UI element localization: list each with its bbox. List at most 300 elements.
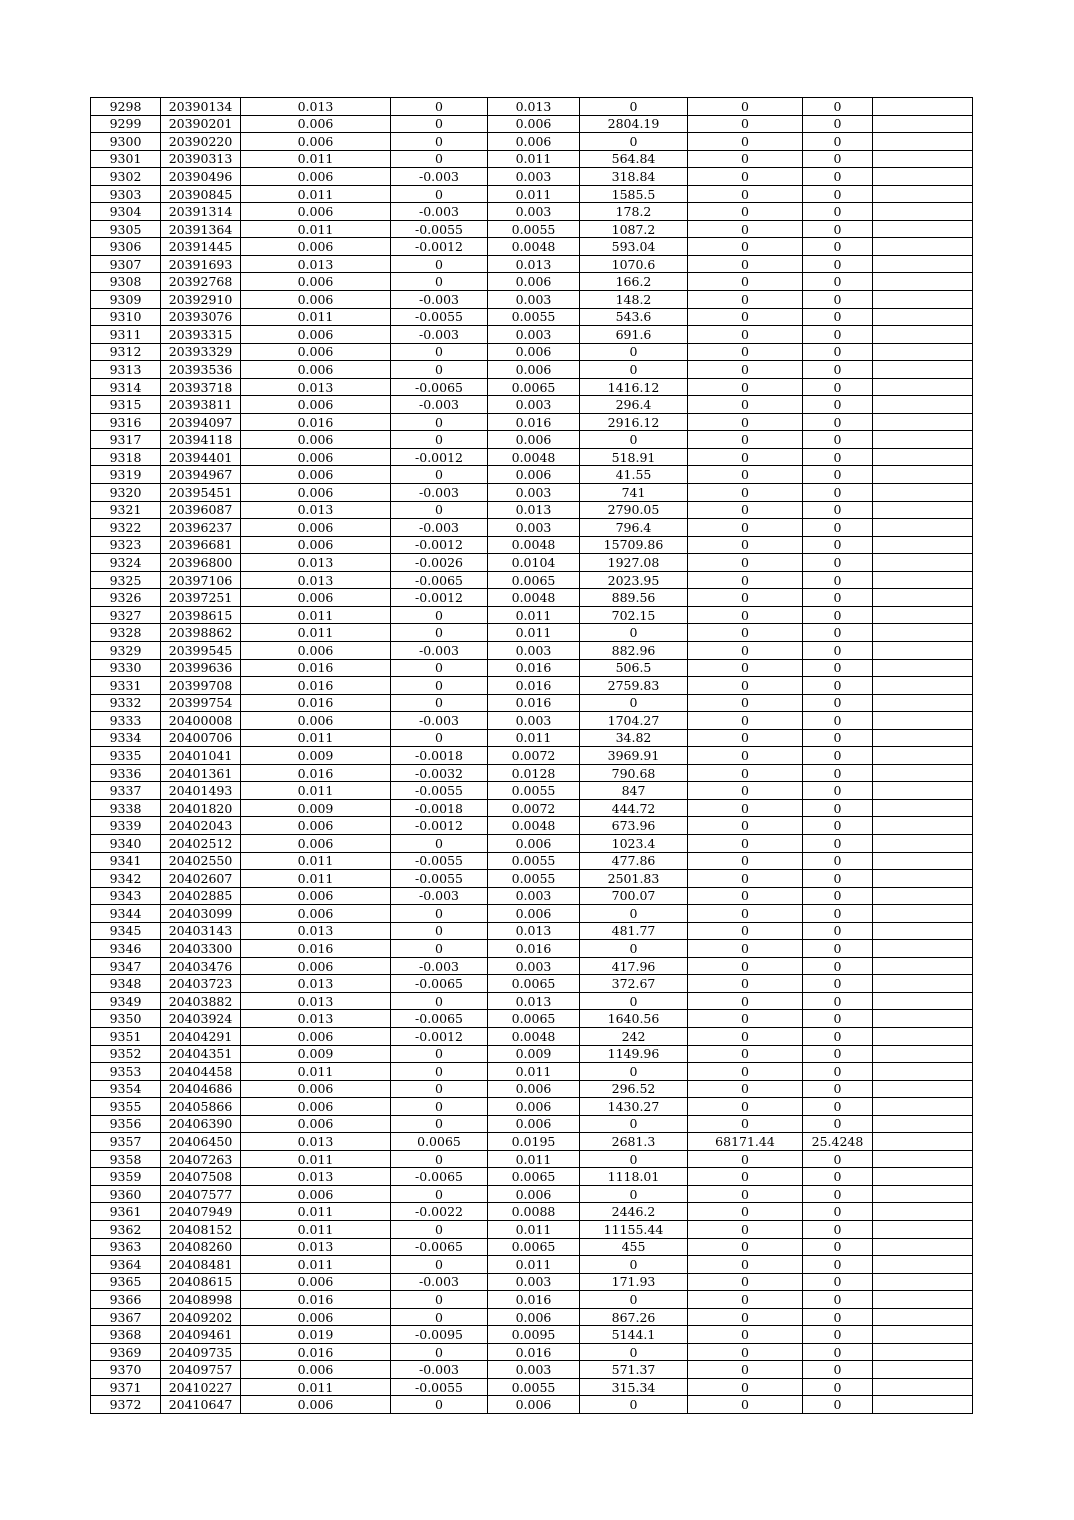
value-f-cell: 0 — [803, 1221, 873, 1239]
value-c-cell: 0.016 — [488, 1291, 580, 1309]
value-c-cell: 0.006 — [488, 1115, 580, 1133]
row-index-cell: 9359 — [91, 1168, 161, 1186]
value-a-cell: 0.011 — [241, 1378, 391, 1396]
value-b-cell: -0.0026 — [391, 554, 488, 572]
value-f-cell: 0 — [803, 782, 873, 800]
table-row — [91, 238, 973, 256]
table-row — [91, 1133, 973, 1151]
row-index-cell: 9320 — [91, 484, 161, 502]
row-index-cell: 9334 — [91, 729, 161, 747]
value-a-cell: 0.011 — [241, 1203, 391, 1221]
value-f-cell: 0 — [803, 1185, 873, 1203]
blank-cell — [873, 870, 973, 888]
value-a-cell: 0.011 — [241, 150, 391, 168]
amount-cell: 296.4 — [580, 396, 688, 414]
value-e-cell: 0 — [688, 1115, 803, 1133]
value-a-cell: 0.013 — [241, 1168, 391, 1186]
value-a-cell: 0.016 — [241, 659, 391, 677]
blank-cell — [873, 1185, 973, 1203]
blank-cell — [873, 273, 973, 291]
id-cell: 20403476 — [161, 957, 241, 975]
row-index-cell: 9325 — [91, 571, 161, 589]
amount-cell: 481.77 — [580, 922, 688, 940]
amount-cell: 847 — [580, 782, 688, 800]
value-e-cell: 0 — [688, 870, 803, 888]
value-f-cell: 0 — [803, 677, 873, 695]
value-b-cell: -0.003 — [391, 1273, 488, 1291]
value-c-cell: 0.003 — [488, 168, 580, 186]
blank-cell — [873, 501, 973, 519]
value-b-cell: -0.003 — [391, 957, 488, 975]
value-e-cell: 0 — [688, 1238, 803, 1256]
table-row — [91, 115, 973, 133]
value-c-cell: 0.0065 — [488, 378, 580, 396]
row-index-cell: 9349 — [91, 992, 161, 1010]
value-a-cell: 0.006 — [241, 115, 391, 133]
table-row — [91, 1063, 973, 1081]
value-f-cell: 0 — [803, 536, 873, 554]
data-table — [90, 97, 973, 1414]
row-index-cell: 9333 — [91, 712, 161, 730]
value-b-cell: 0 — [391, 133, 488, 151]
value-e-cell: 0 — [688, 1291, 803, 1309]
amount-cell: 1118.01 — [580, 1168, 688, 1186]
value-e-cell: 0 — [688, 1378, 803, 1396]
amount-cell: 2501.83 — [580, 870, 688, 888]
value-e-cell: 0 — [688, 975, 803, 993]
value-a-cell: 0.006 — [241, 905, 391, 923]
value-f-cell: 0 — [803, 519, 873, 537]
value-c-cell: 0.006 — [488, 273, 580, 291]
value-f-cell: 0 — [803, 799, 873, 817]
value-f-cell: 0 — [803, 308, 873, 326]
value-c-cell: 0.009 — [488, 1045, 580, 1063]
value-c-cell: 0.0065 — [488, 571, 580, 589]
value-e-cell: 0 — [688, 1150, 803, 1168]
blank-cell — [873, 1221, 973, 1239]
value-f-cell: 0 — [803, 1326, 873, 1344]
table-row — [91, 98, 973, 116]
value-e-cell: 0 — [688, 431, 803, 449]
id-cell: 20395451 — [161, 484, 241, 502]
amount-cell: 518.91 — [580, 448, 688, 466]
value-e-cell: 0 — [688, 905, 803, 923]
blank-cell — [873, 115, 973, 133]
amount-cell: 889.56 — [580, 589, 688, 607]
id-cell: 20394401 — [161, 448, 241, 466]
value-a-cell: 0.013 — [241, 501, 391, 519]
value-b-cell: 0 — [391, 992, 488, 1010]
value-b-cell: -0.0012 — [391, 1027, 488, 1045]
blank-cell — [873, 712, 973, 730]
value-a-cell: 0.013 — [241, 992, 391, 1010]
value-e-cell: 0 — [688, 133, 803, 151]
row-index-cell: 9308 — [91, 273, 161, 291]
value-f-cell: 0 — [803, 905, 873, 923]
amount-cell: 318.84 — [580, 168, 688, 186]
value-e-cell: 0 — [688, 1361, 803, 1379]
value-e-cell: 0 — [688, 554, 803, 572]
row-index-cell: 9354 — [91, 1080, 161, 1098]
value-e-cell: 0 — [688, 203, 803, 221]
table-row — [91, 203, 973, 221]
table-row — [91, 448, 973, 466]
id-cell: 20397251 — [161, 589, 241, 607]
amount-cell: 2790.05 — [580, 501, 688, 519]
value-c-cell: 0.016 — [488, 413, 580, 431]
row-index-cell: 9336 — [91, 764, 161, 782]
row-index-cell: 9361 — [91, 1203, 161, 1221]
value-e-cell: 0 — [688, 1010, 803, 1028]
value-a-cell: 0.006 — [241, 887, 391, 905]
blank-cell — [873, 1396, 973, 1414]
id-cell: 20402550 — [161, 852, 241, 870]
blank-cell — [873, 940, 973, 958]
id-cell: 20408998 — [161, 1291, 241, 1309]
value-e-cell: 0 — [688, 150, 803, 168]
amount-cell: 171.93 — [580, 1273, 688, 1291]
amount-cell: 0 — [580, 133, 688, 151]
value-f-cell: 0 — [803, 326, 873, 344]
value-e-cell: 0 — [688, 255, 803, 273]
value-b-cell: 0 — [391, 905, 488, 923]
value-f-cell: 0 — [803, 150, 873, 168]
id-cell: 20407949 — [161, 1203, 241, 1221]
amount-cell: 564.84 — [580, 150, 688, 168]
value-a-cell: 0.011 — [241, 1063, 391, 1081]
value-f-cell: 0 — [803, 817, 873, 835]
value-b-cell: 0 — [391, 1221, 488, 1239]
value-a-cell: 0.006 — [241, 238, 391, 256]
value-a-cell: 0.013 — [241, 1133, 391, 1151]
value-f-cell: 0 — [803, 1308, 873, 1326]
value-e-cell: 0 — [688, 501, 803, 519]
value-e-cell: 0 — [688, 571, 803, 589]
id-cell: 20409202 — [161, 1308, 241, 1326]
value-c-cell: 0.016 — [488, 1343, 580, 1361]
value-b-cell: -0.003 — [391, 291, 488, 309]
id-cell: 20401493 — [161, 782, 241, 800]
value-c-cell: 0.003 — [488, 203, 580, 221]
blank-cell — [873, 203, 973, 221]
id-cell: 20403143 — [161, 922, 241, 940]
value-f-cell: 0 — [803, 729, 873, 747]
blank-cell — [873, 413, 973, 431]
id-cell: 20392910 — [161, 291, 241, 309]
value-c-cell: 0.011 — [488, 1063, 580, 1081]
row-index-cell: 9329 — [91, 641, 161, 659]
blank-cell — [873, 361, 973, 379]
row-index-cell: 9340 — [91, 834, 161, 852]
value-e-cell: 0 — [688, 413, 803, 431]
value-e-cell: 0 — [688, 1396, 803, 1414]
value-a-cell: 0.006 — [241, 1273, 391, 1291]
id-cell: 20391364 — [161, 220, 241, 238]
row-index-cell: 9339 — [91, 817, 161, 835]
value-f-cell: 0 — [803, 361, 873, 379]
amount-cell: 2916.12 — [580, 413, 688, 431]
value-f-cell: 0 — [803, 922, 873, 940]
blank-cell — [873, 817, 973, 835]
amount-cell: 0 — [580, 992, 688, 1010]
value-b-cell: -0.0018 — [391, 747, 488, 765]
table-row — [91, 1115, 973, 1133]
row-index-cell: 9360 — [91, 1185, 161, 1203]
value-f-cell: 0 — [803, 273, 873, 291]
value-b-cell: 0 — [391, 501, 488, 519]
value-f-cell: 0 — [803, 834, 873, 852]
value-c-cell: 0.006 — [488, 343, 580, 361]
amount-cell: 0 — [580, 1343, 688, 1361]
row-index-cell: 9322 — [91, 519, 161, 537]
table-row — [91, 150, 973, 168]
blank-cell — [873, 764, 973, 782]
value-a-cell: 0.016 — [241, 413, 391, 431]
blank-cell — [873, 536, 973, 554]
table-row — [91, 1221, 973, 1239]
amount-cell: 444.72 — [580, 799, 688, 817]
row-index-cell: 9366 — [91, 1291, 161, 1309]
value-a-cell: 0.006 — [241, 536, 391, 554]
id-cell: 20408260 — [161, 1238, 241, 1256]
value-b-cell: -0.0055 — [391, 308, 488, 326]
value-e-cell: 0 — [688, 852, 803, 870]
value-e-cell: 0 — [688, 1273, 803, 1291]
blank-cell — [873, 887, 973, 905]
table-row — [91, 887, 973, 905]
table-row — [91, 1256, 973, 1274]
value-c-cell: 0.0104 — [488, 554, 580, 572]
id-cell: 20401361 — [161, 764, 241, 782]
row-index-cell: 9299 — [91, 115, 161, 133]
table-row — [91, 1361, 973, 1379]
value-c-cell: 0.006 — [488, 133, 580, 151]
row-index-cell: 9350 — [91, 1010, 161, 1028]
value-e-cell: 0 — [688, 887, 803, 905]
value-e-cell: 0 — [688, 308, 803, 326]
row-index-cell: 9346 — [91, 940, 161, 958]
value-c-cell: 0.0065 — [488, 1168, 580, 1186]
value-f-cell: 0 — [803, 168, 873, 186]
blank-cell — [873, 1045, 973, 1063]
table-row — [91, 1027, 973, 1045]
value-e-cell: 0 — [688, 834, 803, 852]
row-index-cell: 9326 — [91, 589, 161, 607]
row-index-cell: 9316 — [91, 413, 161, 431]
id-cell: 20403300 — [161, 940, 241, 958]
amount-cell: 0 — [580, 1291, 688, 1309]
table-row — [91, 220, 973, 238]
row-index-cell: 9313 — [91, 361, 161, 379]
blank-cell — [873, 922, 973, 940]
value-b-cell: -0.0022 — [391, 1203, 488, 1221]
row-index-cell: 9309 — [91, 291, 161, 309]
value-a-cell: 0.006 — [241, 957, 391, 975]
value-f-cell: 0 — [803, 1378, 873, 1396]
value-c-cell: 0.011 — [488, 185, 580, 203]
blank-cell — [873, 1343, 973, 1361]
value-c-cell: 0.0055 — [488, 220, 580, 238]
value-b-cell: 0 — [391, 624, 488, 642]
value-c-cell: 0.0055 — [488, 1378, 580, 1396]
row-index-cell: 9311 — [91, 326, 161, 344]
value-b-cell: -0.0065 — [391, 1168, 488, 1186]
value-c-cell: 0.011 — [488, 1256, 580, 1274]
blank-cell — [873, 1378, 973, 1396]
row-index-cell: 9303 — [91, 185, 161, 203]
value-a-cell: 0.006 — [241, 1115, 391, 1133]
id-cell: 20404458 — [161, 1063, 241, 1081]
value-e-cell: 0 — [688, 1326, 803, 1344]
value-f-cell: 0 — [803, 694, 873, 712]
id-cell: 20404686 — [161, 1080, 241, 1098]
value-f-cell: 0 — [803, 975, 873, 993]
value-c-cell: 0.0065 — [488, 975, 580, 993]
value-c-cell: 0.011 — [488, 1150, 580, 1168]
id-cell: 20410647 — [161, 1396, 241, 1414]
row-index-cell: 9324 — [91, 554, 161, 572]
row-index-cell: 9351 — [91, 1027, 161, 1045]
value-a-cell: 0.006 — [241, 203, 391, 221]
value-c-cell: 0.011 — [488, 624, 580, 642]
value-b-cell: -0.003 — [391, 1361, 488, 1379]
table-row — [91, 992, 973, 1010]
row-index-cell: 9317 — [91, 431, 161, 449]
id-cell: 20400706 — [161, 729, 241, 747]
blank-cell — [873, 694, 973, 712]
row-index-cell: 9310 — [91, 308, 161, 326]
value-a-cell: 0.011 — [241, 1256, 391, 1274]
row-index-cell: 9371 — [91, 1378, 161, 1396]
value-b-cell: -0.003 — [391, 641, 488, 659]
value-a-cell: 0.013 — [241, 975, 391, 993]
id-cell: 20402043 — [161, 817, 241, 835]
amount-cell: 593.04 — [580, 238, 688, 256]
table-row — [91, 1378, 973, 1396]
table-row — [91, 940, 973, 958]
table-row — [91, 641, 973, 659]
value-c-cell: 0.006 — [488, 466, 580, 484]
amount-cell: 15709.86 — [580, 536, 688, 554]
value-f-cell: 0 — [803, 940, 873, 958]
value-c-cell: 0.0072 — [488, 799, 580, 817]
row-index-cell: 9342 — [91, 870, 161, 888]
value-f-cell: 0 — [803, 115, 873, 133]
amount-cell: 477.86 — [580, 852, 688, 870]
value-f-cell: 0 — [803, 1115, 873, 1133]
amount-cell: 0 — [580, 343, 688, 361]
value-b-cell: -0.0055 — [391, 852, 488, 870]
amount-cell: 148.2 — [580, 291, 688, 309]
amount-cell: 1416.12 — [580, 378, 688, 396]
value-f-cell: 0 — [803, 641, 873, 659]
value-e-cell: 0 — [688, 1168, 803, 1186]
value-e-cell: 0 — [688, 466, 803, 484]
value-a-cell: 0.011 — [241, 220, 391, 238]
row-index-cell: 9372 — [91, 1396, 161, 1414]
value-a-cell: 0.006 — [241, 396, 391, 414]
blank-cell — [873, 1098, 973, 1116]
table-row — [91, 659, 973, 677]
value-f-cell: 0 — [803, 747, 873, 765]
value-f-cell: 0 — [803, 98, 873, 116]
value-b-cell: -0.0065 — [391, 1010, 488, 1028]
value-b-cell: 0 — [391, 1115, 488, 1133]
blank-cell — [873, 975, 973, 993]
value-b-cell: 0 — [391, 1185, 488, 1203]
amount-cell: 1023.4 — [580, 834, 688, 852]
value-f-cell: 0 — [803, 764, 873, 782]
value-f-cell: 0 — [803, 1010, 873, 1028]
id-cell: 20398862 — [161, 624, 241, 642]
table-row — [91, 273, 973, 291]
amount-cell: 372.67 — [580, 975, 688, 993]
row-index-cell: 9345 — [91, 922, 161, 940]
id-cell: 20391314 — [161, 203, 241, 221]
blank-cell — [873, 641, 973, 659]
amount-cell: 0 — [580, 1150, 688, 1168]
value-c-cell: 0.0048 — [488, 448, 580, 466]
row-index-cell: 9367 — [91, 1308, 161, 1326]
amount-cell: 11155.44 — [580, 1221, 688, 1239]
value-e-cell: 0 — [688, 677, 803, 695]
id-cell: 20399636 — [161, 659, 241, 677]
value-b-cell: 0 — [391, 1063, 488, 1081]
table-row — [91, 677, 973, 695]
table-row — [91, 361, 973, 379]
amount-cell: 882.96 — [580, 641, 688, 659]
value-e-cell: 0 — [688, 940, 803, 958]
value-a-cell: 0.013 — [241, 378, 391, 396]
value-e-cell: 0 — [688, 361, 803, 379]
amount-cell: 1430.27 — [580, 1098, 688, 1116]
id-cell: 20390201 — [161, 115, 241, 133]
value-e-cell: 0 — [688, 1256, 803, 1274]
id-cell: 20402512 — [161, 834, 241, 852]
table-row — [91, 1396, 973, 1414]
row-index-cell: 9305 — [91, 220, 161, 238]
amount-cell: 0 — [580, 624, 688, 642]
id-cell: 20406450 — [161, 1133, 241, 1151]
blank-cell — [873, 1150, 973, 1168]
table-row — [91, 817, 973, 835]
value-e-cell: 0 — [688, 238, 803, 256]
value-e-cell: 0 — [688, 641, 803, 659]
value-b-cell: 0 — [391, 1080, 488, 1098]
value-a-cell: 0.016 — [241, 677, 391, 695]
table-row — [91, 133, 973, 151]
value-a-cell: 0.016 — [241, 940, 391, 958]
value-b-cell: 0.0065 — [391, 1133, 488, 1151]
value-e-cell: 0 — [688, 185, 803, 203]
id-cell: 20390845 — [161, 185, 241, 203]
blank-cell — [873, 677, 973, 695]
value-f-cell: 0 — [803, 606, 873, 624]
blank-cell — [873, 729, 973, 747]
value-c-cell: 0.006 — [488, 834, 580, 852]
value-c-cell: 0.0065 — [488, 1010, 580, 1028]
value-e-cell: 0 — [688, 115, 803, 133]
row-index-cell: 9319 — [91, 466, 161, 484]
value-f-cell: 0 — [803, 957, 873, 975]
id-cell: 20397106 — [161, 571, 241, 589]
value-e-cell: 0 — [688, 484, 803, 502]
value-f-cell: 0 — [803, 255, 873, 273]
row-index-cell: 9315 — [91, 396, 161, 414]
row-index-cell: 9304 — [91, 203, 161, 221]
blank-cell — [873, 378, 973, 396]
amount-cell: 673.96 — [580, 817, 688, 835]
